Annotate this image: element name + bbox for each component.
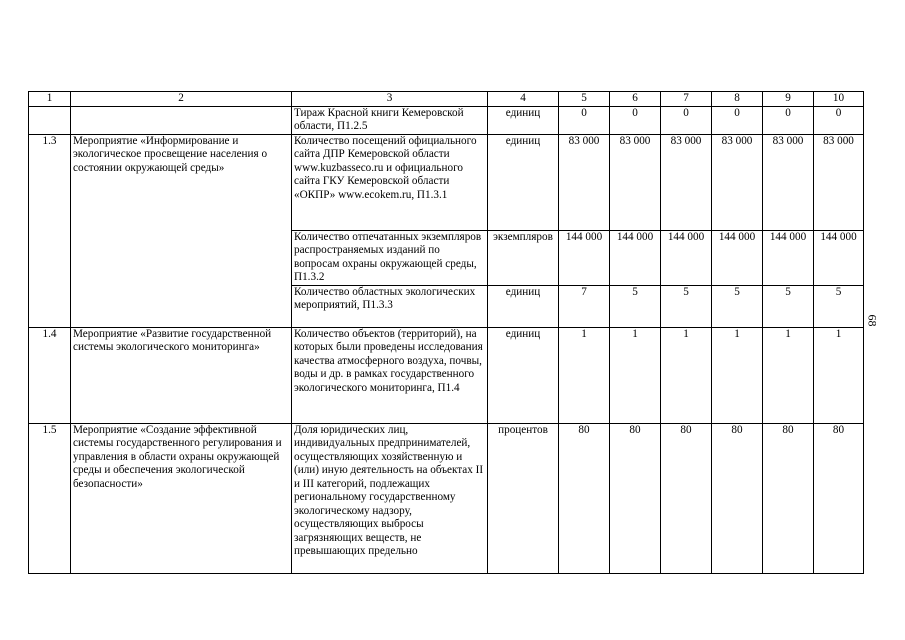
row-number <box>29 106 71 134</box>
column-header: 3 <box>292 92 488 107</box>
table-row <box>29 327 864 423</box>
indicator-name: Количество областных экологических мероприятий, П1.3.3 <box>292 285 488 327</box>
unit: единиц <box>488 285 559 327</box>
column-header: 6 <box>610 92 661 107</box>
value-cell: 83 000 <box>712 134 763 230</box>
value-cell: 7 <box>559 285 610 327</box>
value-cell: 80 <box>712 423 763 573</box>
event-name <box>71 106 292 134</box>
value-cell: 144 000 <box>610 230 661 285</box>
value-cell: 1 <box>661 327 712 423</box>
column-header: 10 <box>814 92 864 107</box>
table-row <box>29 285 864 327</box>
indicator-name: Доля юридических лиц, индивидуальных предпринимателей, осуществляющих хозяйственную и (или) иную деятельность на объектах II и III категорий, подлежащих региональному государственному экологическому надзору, осуществляющих выбросы загрязняющих веществ, не превышающих предельно <box>292 423 488 573</box>
column-header: 2 <box>71 92 292 107</box>
table-row <box>29 423 864 573</box>
event-name <box>71 230 292 285</box>
value-cell: 144 000 <box>559 230 610 285</box>
table-row <box>29 106 864 134</box>
value-cell: 5 <box>661 285 712 327</box>
value-cell: 0 <box>712 106 763 134</box>
column-header: 4 <box>488 92 559 107</box>
value-cell: 80 <box>814 423 864 573</box>
unit: единиц <box>488 134 559 230</box>
value-cell: 144 000 <box>661 230 712 285</box>
indicator-name: Количество объектов (территорий), на которых были проведены исследования качества атмосферного воздуха, почвы, воды и др. в рамках государственного экологического мониторинга, П1.4 <box>292 327 488 423</box>
value-cell: 144 000 <box>814 230 864 285</box>
column-header: 1 <box>29 92 71 107</box>
value-cell: 0 <box>559 106 610 134</box>
indicator-name: Количество посещений официального сайта ДПР Кемеровской области www.kuzbasseco.ru и официального сайта ГКУ Кемеровской области «ОКПР» www.ecokem.ru, П1.3.1 <box>292 134 488 230</box>
value-cell: 5 <box>763 285 814 327</box>
table-row <box>29 134 864 230</box>
value-cell: 80 <box>559 423 610 573</box>
value-cell: 0 <box>814 106 864 134</box>
event-name <box>71 285 292 327</box>
row-number: 1.5 <box>29 423 71 573</box>
indicator-name: Тираж Красной книги Кемеровской области, П1.2.5 <box>292 106 488 134</box>
value-cell: 0 <box>610 106 661 134</box>
event-name: Мероприятие «Развитие государственной системы экологического мониторинга» <box>71 327 292 423</box>
value-cell: 83 000 <box>661 134 712 230</box>
value-cell: 80 <box>661 423 712 573</box>
value-cell: 144 000 <box>763 230 814 285</box>
value-cell: 80 <box>763 423 814 573</box>
indicators-table <box>28 91 864 574</box>
column-header: 5 <box>559 92 610 107</box>
value-cell: 0 <box>763 106 814 134</box>
value-cell: 83 000 <box>763 134 814 230</box>
value-cell: 1 <box>559 327 610 423</box>
indicator-name: Количество отпечатанных экземпляров распространяемых изданий по вопросам охраны окружающей среды, П1.3.2 <box>292 230 488 285</box>
value-cell: 83 000 <box>814 134 864 230</box>
page-number: 68 <box>865 314 880 327</box>
unit: процентов <box>488 423 559 573</box>
value-cell: 1 <box>814 327 864 423</box>
value-cell: 80 <box>610 423 661 573</box>
row-number <box>29 230 71 285</box>
table-row <box>29 230 864 285</box>
event-name: Мероприятие «Информирование и экологическое просвещение населения о состоянии окружающей среды» <box>71 134 292 230</box>
value-cell: 1 <box>763 327 814 423</box>
table-header-row <box>29 92 864 107</box>
value-cell: 5 <box>712 285 763 327</box>
column-header: 8 <box>712 92 763 107</box>
row-number <box>29 285 71 327</box>
column-header: 7 <box>661 92 712 107</box>
unit: экземпляров <box>488 230 559 285</box>
value-cell: 144 000 <box>712 230 763 285</box>
event-name: Мероприятие «Создание эффективной системы государственного регулирования и управления в области охраны окружающей среды и обеспечения экологической безопасности» <box>71 423 292 573</box>
unit: единиц <box>488 327 559 423</box>
value-cell: 1 <box>610 327 661 423</box>
row-number: 1.3 <box>29 134 71 230</box>
value-cell: 1 <box>712 327 763 423</box>
column-header: 9 <box>763 92 814 107</box>
value-cell: 0 <box>661 106 712 134</box>
value-cell: 5 <box>814 285 864 327</box>
row-number: 1.4 <box>29 327 71 423</box>
value-cell: 5 <box>610 285 661 327</box>
unit: единиц <box>488 106 559 134</box>
value-cell: 83 000 <box>610 134 661 230</box>
value-cell: 83 000 <box>559 134 610 230</box>
